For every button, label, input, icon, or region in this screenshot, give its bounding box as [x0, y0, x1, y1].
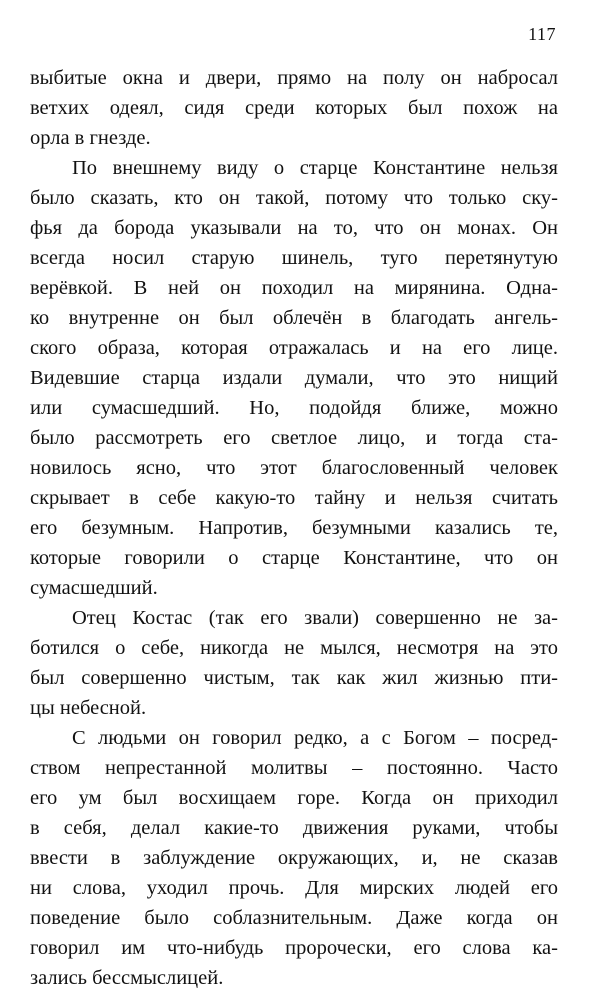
text-line: ботился о себе, никогда не мылся, несмотря на это [30, 637, 558, 659]
text-line: ского образа, которая отражалась и на его лице. [30, 337, 558, 359]
text-line: фья да борода указывали на то, что он монах. Он [30, 217, 558, 239]
text-line: его безумным. Напротив, безумными казались те, [30, 517, 558, 539]
text-line: ством непрестанной молитвы – постоянно. Часто [30, 757, 558, 779]
text-line: зались бессмыслицей. [30, 967, 224, 989]
text-line: С людьми он говорил редко, а с Богом – посред- [72, 727, 558, 749]
text-line: ни слова, уходил прочь. Для мирских людей его [30, 877, 558, 899]
text-line: ввести в заблуждение окружающих, и, не сказав [30, 847, 558, 869]
text-line: было сказать, кто он такой, потому что только ску- [30, 187, 558, 209]
text-line: цы небесной. [30, 697, 147, 719]
text-line: которые говорили о старце Константине, что он [30, 547, 558, 569]
text-line: было рассмотреть его светлое лицо, и тогда ста- [30, 427, 558, 449]
text-line: скрывает в себе какую-то тайну и нельзя считать [30, 487, 558, 509]
text-line: ветхих одеял, сидя среди которых был похож на [30, 97, 558, 119]
text-line: выбитые окна и двери, прямо на полу он набросал [30, 67, 558, 89]
text-line: сумасшедший. [30, 577, 158, 599]
text-line: был совершенно чистым, так как жил жизнью пти- [30, 667, 558, 689]
paragraph [30, 153, 558, 603]
paragraph [30, 63, 558, 153]
paragraph [30, 723, 558, 993]
text-line: или сумасшедший. Но, подойдя ближе, можно [30, 397, 558, 419]
body-text [30, 63, 558, 993]
text-line: Видевшие старца издали думали, что это нищий [30, 367, 558, 389]
text-line: Отец Костас (так его звали) совершенно не за- [72, 607, 558, 629]
text-line: его ум был восхищаем горе. Когда он приходил [30, 787, 558, 809]
text-line: орла в гнезде. [30, 127, 151, 149]
text-line: поведение было соблазнительным. Даже когда он [30, 907, 558, 929]
text-line: говорил им что-нибудь пророчески, его слова ка- [30, 937, 558, 959]
paragraph [30, 603, 558, 723]
text-line: новилось ясно, что этот благословенный человек [30, 457, 558, 479]
text-line: По внешнему виду о старце Константине нельзя [72, 157, 558, 179]
text-line: ко внутренне он был облечён в благодать ангель- [30, 307, 558, 329]
text-line: всегда носил старую шинель, туго перетянутую [30, 247, 558, 269]
page-number: 117 [528, 24, 556, 44]
text-line: верёвкой. В ней он походил на мирянина. Одна- [30, 277, 558, 299]
text-line: в себя, делал какие-то движения руками, чтобы [30, 817, 558, 839]
